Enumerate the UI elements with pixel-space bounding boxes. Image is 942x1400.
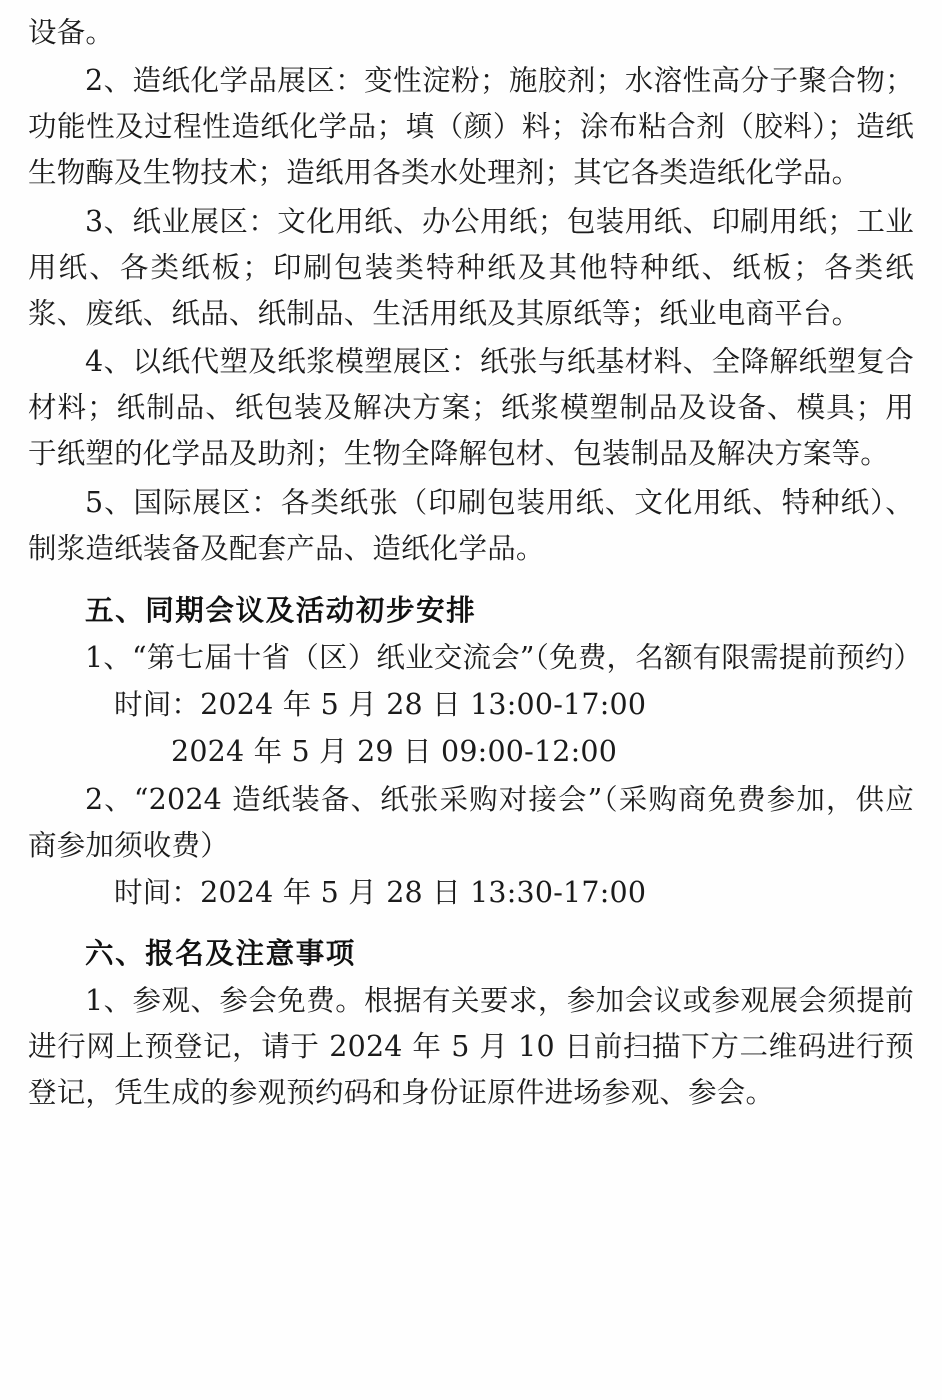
- paragraph-item-4-paper-replace-plastic: 4、以纸代塑及纸浆模塑展区：纸张与纸基材料、全降解纸塑复合材料；纸制品、纸包装及解决方案；纸浆模塑制品及设备、模具；用于纸塑的化学品及助剂；生物全降解包材、包装制品及解决方案等。: [28, 345, 914, 471]
- section-spacer-six: [28, 917, 914, 923]
- section-spacer-five: [28, 574, 914, 580]
- paragraph-meeting-1-time-2: 2024 年 5 月 29 日 09:00-12:00: [171, 735, 618, 769]
- section-heading-six: 六、报名及注意事项: [85, 935, 356, 970]
- paragraph-block-item-3: [28, 199, 914, 337]
- paragraph-meeting-1-time-1: 时间：2024 年 5 月 28 日 13:00-17:00: [114, 688, 647, 722]
- paragraph-item-2-chemicals: 2、造纸化学品展区：变性淀粉；施胶剂；水溶性高分子聚合物；功能性及过程性造纸化学品；填（颜）料；涂布粘合剂（胶料）；造纸生物酶及生物技术；造纸用各类水处理剂；其它各类造纸化学品。: [28, 64, 914, 190]
- paragraph-block-item-5: [28, 480, 914, 572]
- paragraph-continued-equipment: 设备。: [28, 16, 115, 49]
- section-heading-five: 五、同期会议及活动初步安排: [85, 592, 477, 627]
- paragraph-block-equipment: [28, 10, 914, 56]
- paragraph-item-5-international: 5、国际展区：各类纸张（印刷包装用纸、文化用纸、特种纸）、制浆造纸装备及配套产品、造纸化学品。: [28, 485, 914, 565]
- paragraph-block-item-4: [28, 339, 914, 477]
- paragraph-meeting-2: 2、“2024 造纸装备、纸张采购对接会”（采购商免费参加，供应商参加须收费）: [28, 782, 914, 862]
- paragraph-meeting-1: 1、“第七届十省（区）纸业交流会”（免费，名额有限需提前预约）: [85, 641, 923, 675]
- paragraph-block-item-2: [28, 58, 914, 196]
- paragraph-meeting-2-time: 时间：2024 年 5 月 28 日 13:30-17:00: [114, 875, 647, 909]
- paragraph-registration-1: 1、参观、参会免费。根据有关要求，参加会议或参观展会须提前进行网上预登记，请于 2024 年 5 月 10 日前扫描下方二维码进行预登记，凭生成的参观预约码和身份证原件进场参观、参会。: [28, 984, 914, 1110]
- paragraph-item-3-paper-industry: 3、纸业展区：文化用纸、办公用纸；包装用纸、印刷用纸；工业用纸、各类纸板；印刷包装类特种纸及其他特种纸、纸板；各类纸浆、废纸、纸品、纸制品、生活用纸及其原纸等；纸业电商平台。: [28, 204, 914, 330]
